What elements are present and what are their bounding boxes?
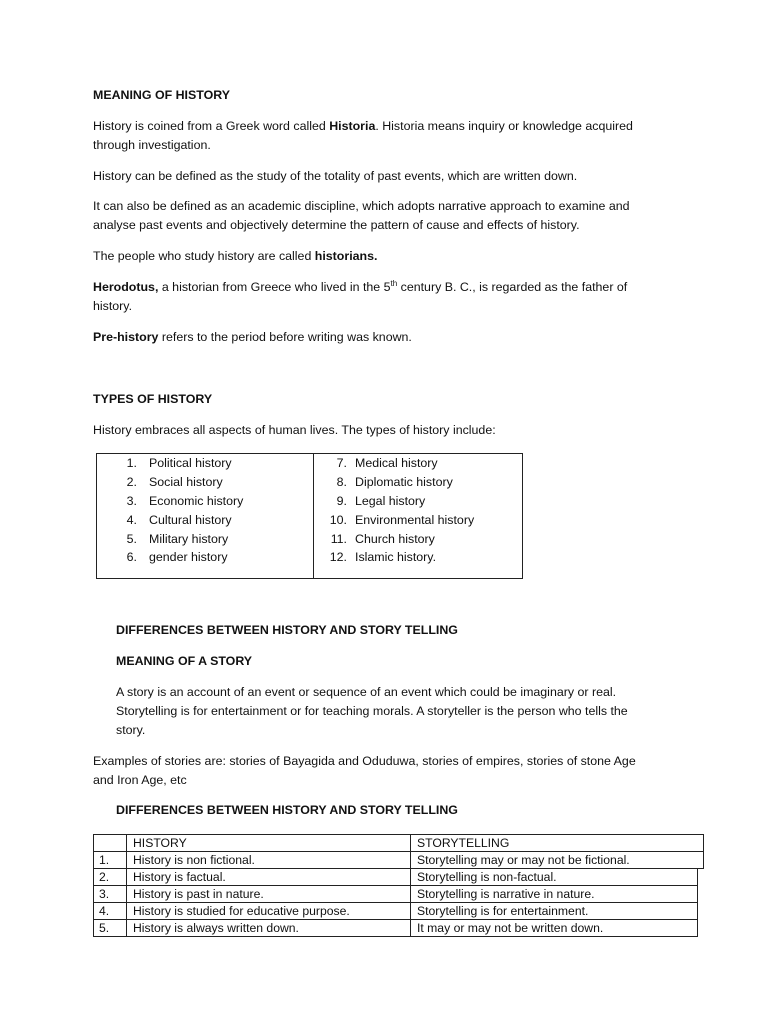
storytelling-cell: Storytelling is narrative in nature. <box>411 886 698 903</box>
table-row <box>94 852 704 869</box>
differences-table-continued <box>93 868 698 937</box>
meaning-heading: MEANING OF HISTORY <box>93 88 230 102</box>
table-header-row <box>94 835 704 852</box>
text: story. <box>116 723 146 737</box>
history-cell: History is always written down. <box>127 920 411 937</box>
types-list-left <box>117 454 243 567</box>
storytelling-cell: Storytelling is for entertainment. <box>411 903 698 920</box>
text: analyse past events and objectively determine the pattern of cause and effects of history. <box>93 218 580 232</box>
text: It can also be defined as an academic discipline, which adopts narrative approach to examine and <box>93 199 630 213</box>
header-cell-history: HISTORY <box>127 835 411 852</box>
item-label: Legal history <box>355 493 426 508</box>
history-cell: History is factual. <box>127 869 411 886</box>
table-row <box>94 920 698 937</box>
meaning-paragraph-5 <box>93 278 673 316</box>
item-number: 4. <box>126 512 137 527</box>
text: . Historia means inquiry or knowledge acquired <box>375 119 633 133</box>
item-number: 2. <box>126 474 137 489</box>
row-number: 4. <box>94 903 127 920</box>
story-paragraph <box>116 683 676 740</box>
item-label: Social history <box>149 474 223 489</box>
superscript: th <box>390 279 398 288</box>
row-number: 1. <box>94 852 127 869</box>
item-number: 9. <box>336 493 347 508</box>
types-list-box <box>96 453 523 579</box>
item-label: Economic history <box>149 493 244 508</box>
column-divider <box>313 454 314 578</box>
meaning-paragraph-3 <box>93 197 673 235</box>
list-item <box>325 473 474 492</box>
storytelling-cell: Storytelling is non-factual. <box>411 869 698 886</box>
item-label: Political history <box>149 456 232 470</box>
item-label: Environmental history <box>355 512 475 527</box>
item-label: Medical history <box>355 456 438 470</box>
text: Examples of stories are: stories of Bayagida and Oduduwa, stories of empires, stories of stone Age <box>93 754 636 768</box>
item-number: 7. <box>336 456 347 470</box>
list-item <box>325 511 474 530</box>
meaning-paragraph-6 <box>93 328 673 347</box>
list-item <box>117 511 243 530</box>
text: The people who study history are called <box>93 249 315 263</box>
item-label: Church history <box>355 531 435 546</box>
differences-heading: DIFFERENCES BETWEEN HISTORY AND STORY TELLING <box>116 623 458 637</box>
item-label: gender history <box>149 550 228 565</box>
item-number: 11. <box>330 531 347 546</box>
text: century B. C., is regarded as the father of <box>397 280 628 294</box>
types-intro: History embraces all aspects of human lives. The types of history include: <box>93 423 496 437</box>
item-number: 1. <box>126 456 137 470</box>
text: History is coined from a Greek word called <box>93 119 330 133</box>
list-item <box>117 492 243 511</box>
table-row <box>94 869 698 886</box>
text: a historian from Greece who lived in the 5 <box>158 280 391 294</box>
text: through investigation. <box>93 138 211 152</box>
bold-term: Historia <box>329 119 376 133</box>
row-number: 3. <box>94 886 127 903</box>
types-heading: TYPES OF HISTORY <box>93 392 213 406</box>
list-item <box>117 454 243 473</box>
row-number: 2. <box>94 869 127 886</box>
text: Storytelling is for entertainment or for teaching morals. A storyteller is the person who tells the <box>116 704 628 718</box>
differences-table-heading: DIFFERENCES BETWEEN HISTORY AND STORY TELLING <box>116 803 458 817</box>
item-label: Diplomatic history <box>355 474 453 489</box>
story-meaning-heading: MEANING OF A STORY <box>116 654 253 668</box>
list-item <box>325 454 474 473</box>
examples-paragraph <box>93 752 673 790</box>
storytelling-cell: Storytelling may or may not be fictional. <box>411 852 704 869</box>
text: history. <box>93 299 133 313</box>
list-item <box>117 530 243 549</box>
list-item <box>117 473 243 492</box>
table-row <box>94 903 698 920</box>
list-item <box>325 492 474 511</box>
header-cell-num <box>94 835 127 852</box>
history-cell: History is past in nature. <box>127 886 411 903</box>
bold-term: Herodotus, <box>93 280 159 294</box>
history-cell: History is non fictional. <box>127 852 411 869</box>
item-number: 3. <box>126 493 137 508</box>
item-number: 8. <box>336 474 347 489</box>
table-row <box>94 886 698 903</box>
header-cell-storytelling: STORYTELLING <box>411 835 704 852</box>
item-number: 6. <box>126 550 137 565</box>
differences-table <box>93 834 704 869</box>
bold-term: historians. <box>314 249 378 263</box>
text: A story is an account of an event or sequence of an event which could be imaginary or real. <box>116 685 617 699</box>
row-number: 5. <box>94 920 127 937</box>
list-item <box>325 530 474 549</box>
item-label: Cultural history <box>149 512 232 527</box>
history-cell: History is studied for educative purpose. <box>127 903 411 920</box>
text: and Iron Age, etc <box>93 773 187 787</box>
bold-term: Pre-history <box>93 330 159 344</box>
meaning-paragraph-1 <box>93 117 673 155</box>
list-item <box>325 548 474 567</box>
meaning-paragraph-2: History can be defined as the study of the totality of past events, which are written down. <box>93 169 578 183</box>
meaning-paragraph-4 <box>93 247 673 266</box>
item-label: Military history <box>149 531 229 546</box>
list-item <box>117 548 243 567</box>
storytelling-cell: It may or may not be written down. <box>411 920 698 937</box>
types-list-right <box>325 454 474 567</box>
text: refers to the period before writing was known. <box>158 330 412 344</box>
item-number: 10. <box>329 512 347 527</box>
item-number: 12. <box>329 550 347 565</box>
item-label: Islamic history. <box>355 550 437 565</box>
item-number: 5. <box>126 531 137 546</box>
